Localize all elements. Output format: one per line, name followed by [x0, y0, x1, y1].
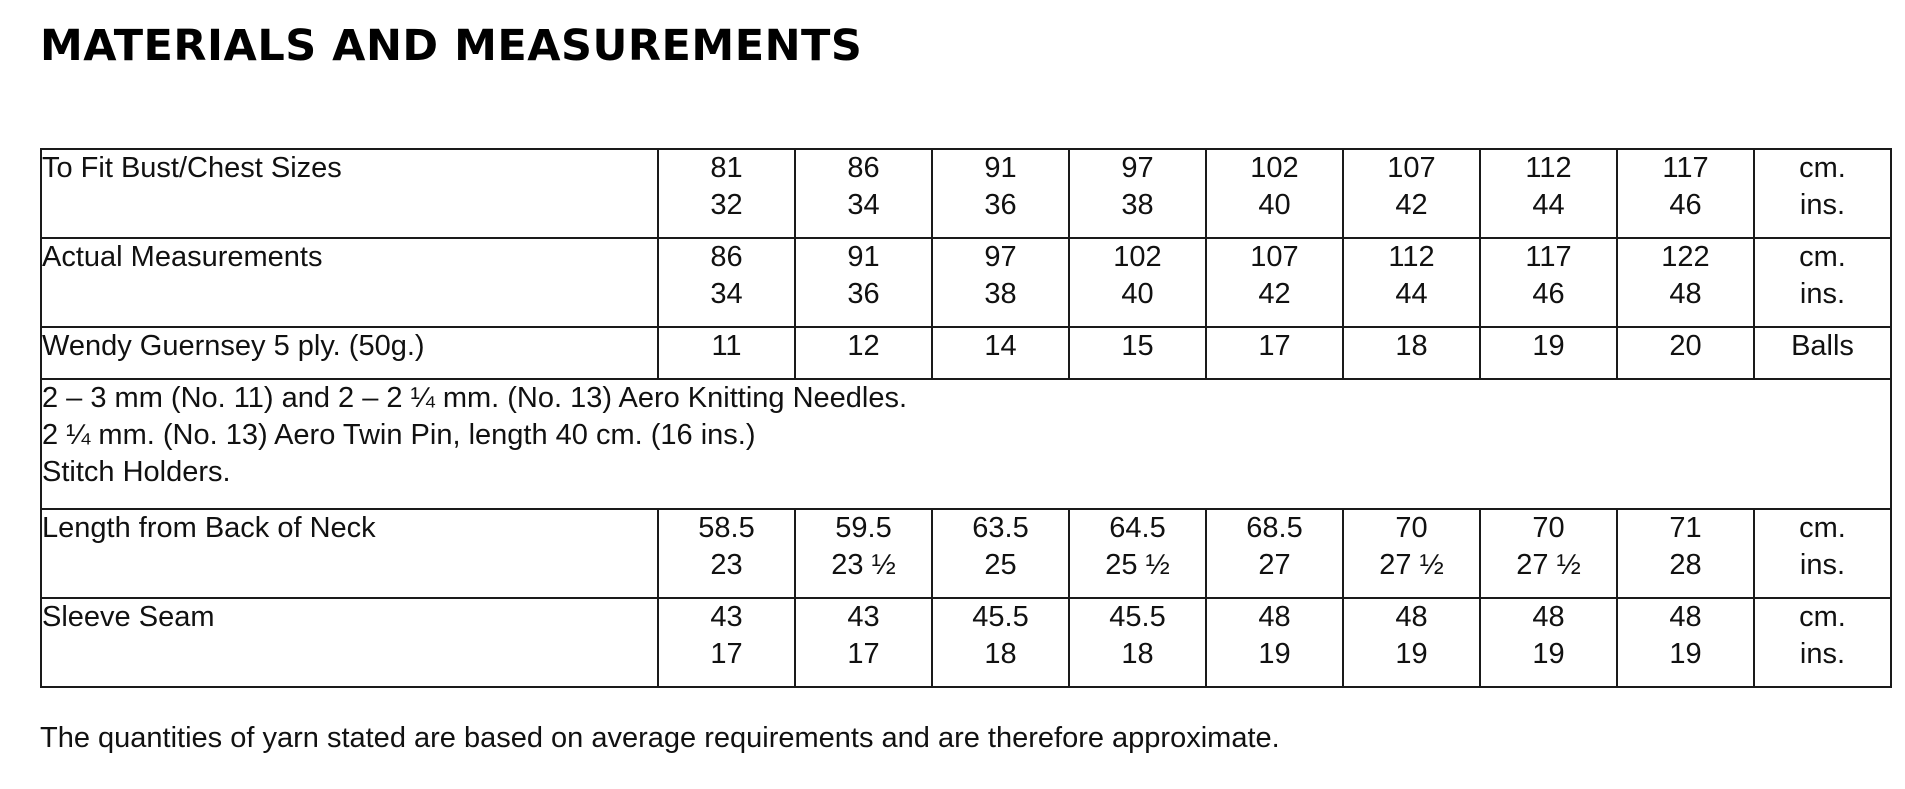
value-ins: 40: [1258, 189, 1291, 221]
value-ins: 25: [984, 549, 1017, 581]
value-cm: 48: [1532, 601, 1565, 633]
size-cell: [658, 509, 795, 598]
size-cell: [932, 598, 1069, 687]
value-ins: 28: [1669, 549, 1702, 581]
value-ins: 42: [1395, 189, 1428, 221]
value-ins: 38: [984, 278, 1017, 310]
size-cell: [1480, 238, 1617, 327]
value-cm: 107: [1250, 241, 1299, 273]
unit-cm: cm.: [1799, 152, 1846, 184]
unit-cell: [1754, 149, 1891, 238]
yarn-quantity-footnote: The quantities of yarn stated are based on average requirements and are therefore approximate.: [40, 722, 1280, 754]
unit-ins: ins.: [1799, 189, 1846, 221]
size-cell: [1206, 149, 1343, 238]
ball-count-cell: 17: [1206, 327, 1343, 379]
value-cm: 43: [847, 601, 880, 633]
value-cm: 45.5: [1109, 601, 1166, 633]
row-label: Length from Back of Neck: [41, 509, 658, 598]
size-cell: [658, 598, 795, 687]
size-cell: [1206, 238, 1343, 327]
value-cm: 48: [1669, 601, 1702, 633]
value-cm: 48: [1258, 601, 1291, 633]
value-cm: 112: [1388, 241, 1435, 273]
value-cm: 71: [1669, 512, 1702, 544]
value-cm: 59.5: [835, 512, 892, 544]
ball-count-cell: 19: [1480, 327, 1617, 379]
value-cm: 70: [1395, 512, 1428, 544]
ball-count-cell: 20: [1617, 327, 1754, 379]
value-ins: 27 ½: [1379, 549, 1444, 581]
value-ins: 46: [1532, 278, 1565, 310]
size-cell: [1069, 238, 1206, 327]
value-ins: 18: [984, 638, 1017, 670]
value-cm: 91: [847, 241, 880, 273]
value-ins: 34: [847, 189, 880, 221]
table-row-notes: [41, 379, 1891, 509]
value-ins: 48: [1669, 278, 1702, 310]
unit-ins: ins.: [1799, 638, 1846, 670]
size-cell: [795, 509, 932, 598]
ball-count-cell: 18: [1343, 327, 1480, 379]
value-cm: 117: [1525, 241, 1572, 273]
value-cm: 48: [1395, 601, 1428, 633]
unit-ins: ins.: [1799, 549, 1846, 581]
value-ins: 25 ½: [1105, 549, 1170, 581]
ball-count-cell: 12: [795, 327, 932, 379]
value-ins: 18: [1121, 638, 1154, 670]
table-row-yarn-quantity: [41, 327, 1891, 379]
size-cell: [932, 238, 1069, 327]
value-ins: 44: [1395, 278, 1428, 310]
row-label: Actual Measurements: [41, 238, 658, 327]
size-cell: [1617, 238, 1754, 327]
note-line-stitch-holders: Stitch Holders.: [42, 456, 231, 488]
ball-count-cell: 11: [658, 327, 795, 379]
value-cm: 102: [1113, 241, 1162, 273]
unit-cell: Balls: [1754, 327, 1891, 379]
value-cm: 81: [710, 152, 743, 184]
size-cell: [1343, 509, 1480, 598]
table-row-bust-chest-sizes: [41, 149, 1891, 238]
size-cell: [1206, 509, 1343, 598]
size-cell: [795, 238, 932, 327]
page-title: MATERIALS AND MEASUREMENTS: [40, 21, 863, 71]
size-cell: [1069, 598, 1206, 687]
ball-count-cell: 14: [932, 327, 1069, 379]
size-cell: [1206, 598, 1343, 687]
value-cm: 122: [1661, 241, 1710, 273]
size-cell: [1343, 149, 1480, 238]
value-ins: 27: [1258, 549, 1291, 581]
value-ins: 17: [847, 638, 880, 670]
value-ins: 38: [1121, 189, 1154, 221]
value-ins: 23: [710, 549, 743, 581]
value-ins: 17: [710, 638, 743, 670]
value-cm: 117: [1662, 152, 1709, 184]
note-line-twin-pin: 2 ¼ mm. (No. 13) Aero Twin Pin, length 40 cm. (16 ins.): [42, 419, 756, 451]
value-ins: 34: [710, 278, 743, 310]
row-label: Sleeve Seam: [41, 598, 658, 687]
value-ins: 40: [1121, 278, 1154, 310]
value-ins: 19: [1258, 638, 1291, 670]
value-cm: 97: [1121, 152, 1154, 184]
value-ins: 19: [1395, 638, 1428, 670]
row-label: To Fit Bust/Chest Sizes: [41, 149, 658, 238]
size-cell: [795, 598, 932, 687]
table-row-sleeve-seam: [41, 598, 1891, 687]
size-cell: [1343, 238, 1480, 327]
unit-ins: ins.: [1799, 278, 1846, 310]
unit-cell: [1754, 509, 1891, 598]
size-cell: [1343, 598, 1480, 687]
ball-count-cell: 15: [1069, 327, 1206, 379]
size-cell: [658, 149, 795, 238]
value-ins: 19: [1669, 638, 1702, 670]
value-cm: 112: [1525, 152, 1572, 184]
size-cell: [1069, 149, 1206, 238]
unit-cm: cm.: [1799, 601, 1846, 633]
value-ins: 36: [847, 278, 880, 310]
value-ins: 44: [1532, 189, 1565, 221]
value-cm: 63.5: [972, 512, 1029, 544]
value-cm: 86: [847, 152, 880, 184]
value-ins: 23 ½: [831, 549, 896, 581]
size-cell: [795, 149, 932, 238]
notes-cell: [41, 379, 1891, 509]
value-cm: 64.5: [1109, 512, 1166, 544]
row-label: Wendy Guernsey 5 ply. (50g.): [41, 327, 658, 379]
value-ins: 27 ½: [1516, 549, 1581, 581]
unit-cm: cm.: [1799, 241, 1846, 273]
size-cell: [932, 149, 1069, 238]
value-cm: 70: [1532, 512, 1565, 544]
value-ins: 32: [710, 189, 743, 221]
value-ins: 42: [1258, 278, 1291, 310]
value-cm: 102: [1250, 152, 1299, 184]
size-cell: [658, 238, 795, 327]
size-cell: [1480, 509, 1617, 598]
table-row-actual-measurements: [41, 238, 1891, 327]
size-cell: [932, 509, 1069, 598]
unit-cell: [1754, 238, 1891, 327]
note-line-needles: 2 – 3 mm (No. 11) and 2 – 2 ¼ mm. (No. 13) Aero Knitting Needles.: [42, 382, 908, 414]
value-ins: 36: [984, 189, 1017, 221]
size-cell: [1480, 598, 1617, 687]
table-row-length-from-back-of-neck: [41, 509, 1891, 598]
size-cell: [1617, 509, 1754, 598]
size-cell: [1617, 149, 1754, 238]
unit-cm: cm.: [1799, 512, 1846, 544]
value-cm: 58.5: [698, 512, 755, 544]
value-cm: 91: [984, 152, 1017, 184]
measurements-table: [40, 148, 1892, 688]
size-cell: [1480, 149, 1617, 238]
value-cm: 68.5: [1246, 512, 1303, 544]
value-cm: 43: [710, 601, 743, 633]
value-cm: 45.5: [972, 601, 1029, 633]
value-cm: 97: [984, 241, 1017, 273]
value-cm: 86: [710, 241, 743, 273]
value-ins: 46: [1669, 189, 1702, 221]
unit-cell: [1754, 598, 1891, 687]
value-cm: 107: [1387, 152, 1436, 184]
size-cell: [1617, 598, 1754, 687]
size-cell: [1069, 509, 1206, 598]
value-ins: 19: [1532, 638, 1565, 670]
